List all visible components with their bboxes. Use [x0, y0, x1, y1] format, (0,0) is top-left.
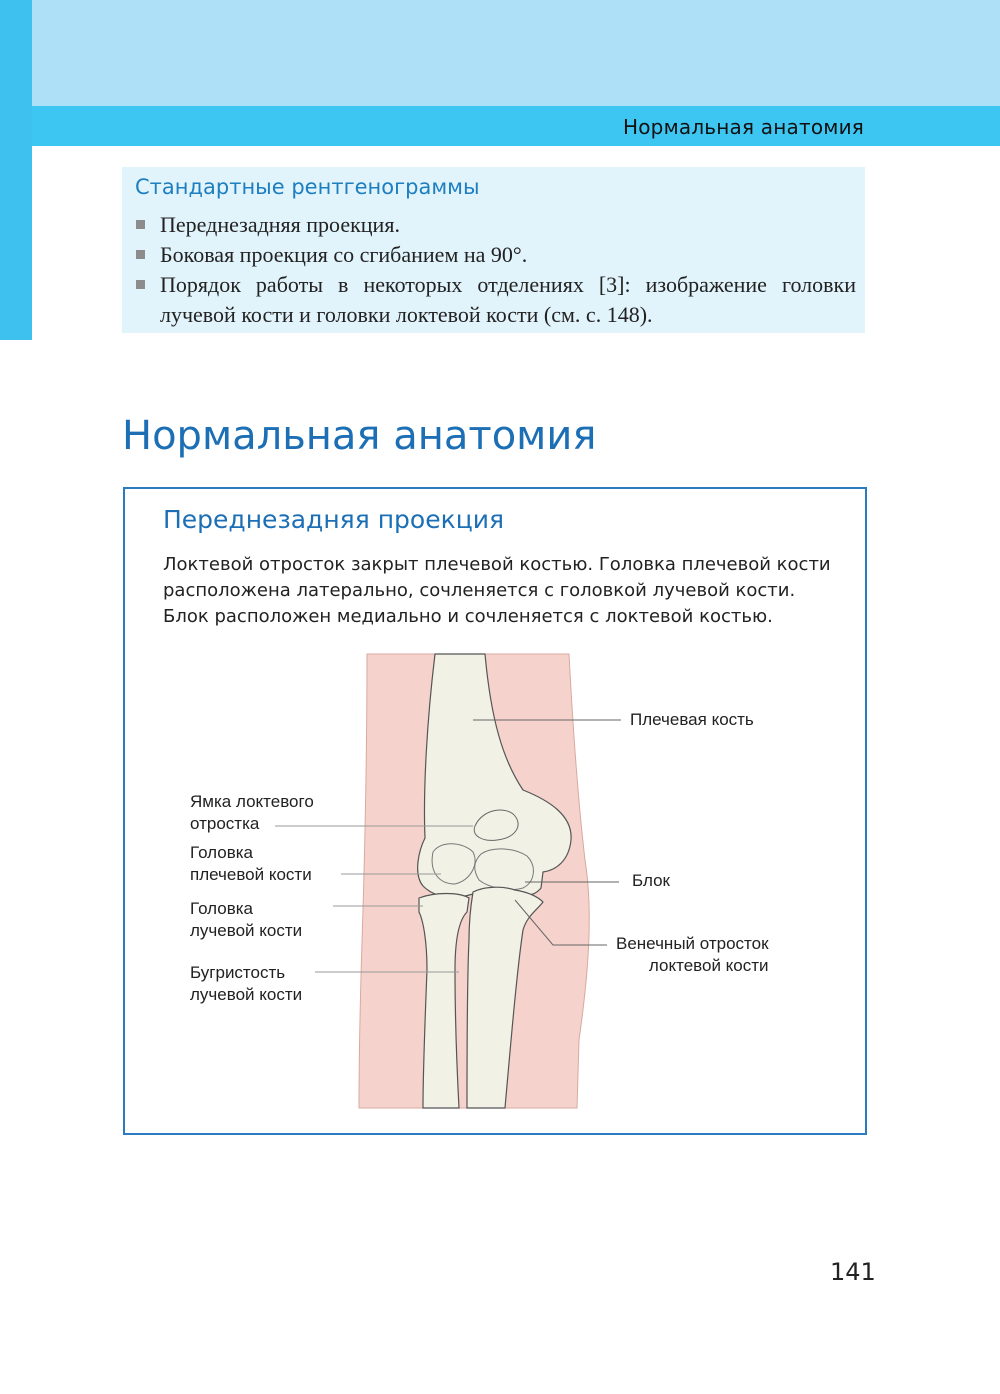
bullet-icon: [136, 250, 145, 259]
list-item-text: Переднезадняя проекция.: [160, 212, 400, 237]
page-number: 141: [830, 1258, 876, 1286]
bullet-icon: [136, 220, 145, 229]
list-item: [134, 270, 856, 330]
side-tab: [0, 0, 32, 340]
label-radial-tuberosity: [190, 962, 302, 1006]
label-capitulum: [190, 842, 312, 886]
section-title: Нормальная анатомия: [122, 413, 597, 459]
figure-text-line: расположена латерально, сочленяется с головкой лучевой кости.: [163, 580, 796, 601]
xray-list: [134, 210, 856, 330]
label-line: лучевой кости: [190, 921, 303, 940]
bullet-icon: [136, 280, 145, 289]
label-coronoid: [616, 933, 769, 977]
xray-box-title: Стандартные рентгенограммы: [135, 175, 480, 199]
label-line: отростка: [190, 814, 260, 833]
figure-text-line: Блок расположен медиально и сочленяется с локтевой костью.: [163, 606, 773, 627]
list-item-text: Боковая проекция со сгибанием на 90°.: [160, 242, 528, 267]
label-trochlea: Блок: [632, 871, 670, 890]
label-line: Венечный отросток: [616, 934, 769, 953]
label-line: Головка: [190, 843, 254, 862]
top-band: [32, 0, 1000, 106]
figure-text-line: Локтевой отросток закрыт плечевой костью. Головка плечевой кости: [163, 554, 831, 575]
running-head: Нормальная анатомия: [623, 115, 864, 139]
label-olecranon-fossa: [190, 791, 314, 835]
figure-description: [163, 552, 843, 630]
label-radial-head: [190, 898, 302, 942]
label-line: плечевой кости: [190, 865, 312, 884]
label-line: Головка: [190, 899, 254, 918]
label-humerus: Плечевая кость: [630, 710, 754, 729]
label-line: локтевой кости: [648, 956, 769, 975]
label-line: Бугристость: [190, 963, 286, 982]
list-item: [134, 210, 856, 240]
list-item-text: Порядок работы в некоторых отделениях [3]: изображение головки лучевой кости и головки локтевой кости (см. с. 148).: [160, 272, 856, 327]
label-line: лучевой кости: [190, 985, 303, 1004]
figure-title: Переднезадняя проекция: [163, 505, 505, 534]
list-item: [134, 240, 856, 270]
label-line: Ямка локтевого: [190, 792, 314, 811]
